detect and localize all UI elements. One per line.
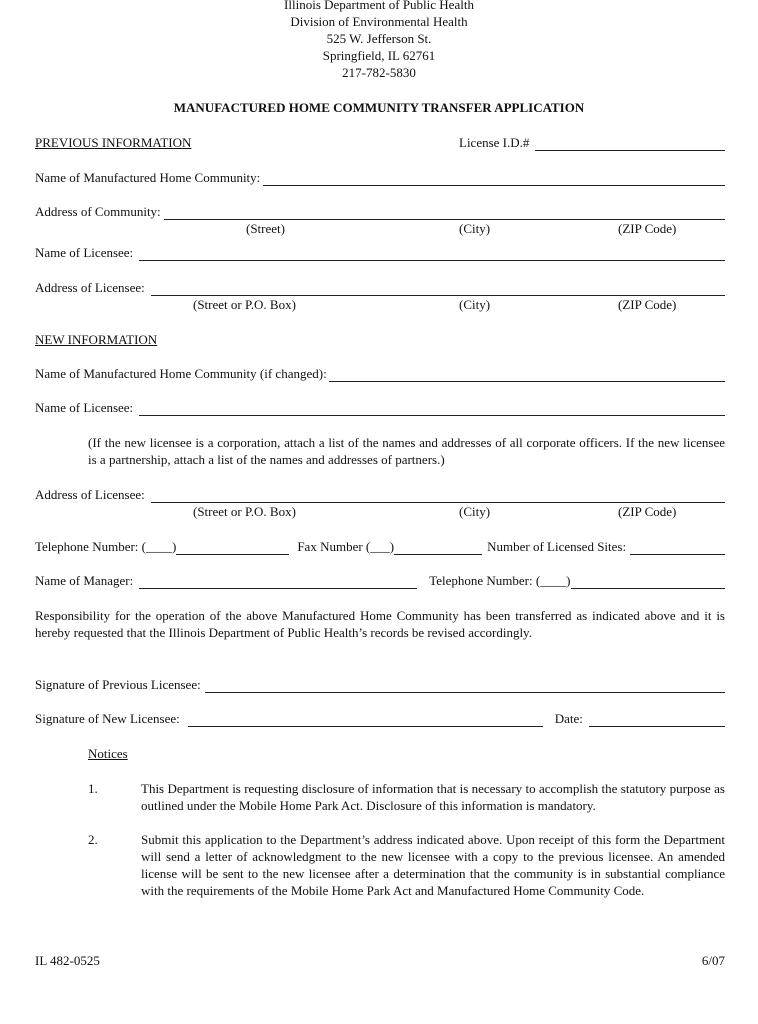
previous-licensee-name-row (35, 244, 725, 261)
telephone-fax-row (35, 538, 725, 555)
responsibility-statement: Responsibility for the operation of the above Manufactured Home Community has been transferred as indicated above and it is hereby requested that the Illinois Department of Public Health’s records be revised accordingly. (35, 608, 725, 640)
fax-field[interactable] (394, 542, 482, 555)
new-community-name-row (35, 365, 725, 382)
manager-field[interactable] (139, 576, 417, 589)
new-signature-row (35, 710, 725, 727)
new-information-heading: NEW INFORMATION (35, 332, 158, 347)
previous-licensee-address-row (35, 279, 725, 296)
form-title: MANUFACTURED HOME COMMUNITY TRANSFER APPLICATION (173, 100, 585, 115)
new-licensee-address-field[interactable] (151, 490, 725, 503)
city-state-zip: Springfield, IL 62761 (322, 48, 436, 63)
previous-community-name-field[interactable] (263, 173, 725, 186)
notice-2-number: 2. (88, 832, 98, 847)
license-id-field[interactable] (535, 138, 725, 151)
telephone-field[interactable] (176, 542, 289, 555)
new-signature-field[interactable] (188, 714, 543, 727)
new-community-name-field[interactable] (329, 369, 725, 382)
date-field[interactable] (589, 714, 725, 727)
licensed-sites-field[interactable] (630, 542, 725, 555)
new-licensee-address-row (35, 486, 725, 503)
manager-row (35, 572, 725, 589)
license-id-label: License I.D.# (459, 135, 530, 150)
telephone-label: Telephone Number: (____) (35, 539, 177, 554)
community-address-field[interactable] (164, 207, 725, 220)
previous-licensee-address-field[interactable] (151, 283, 725, 296)
new-licensee-name-row (35, 399, 725, 416)
po-box-caption: (Street or P.O. Box) (193, 297, 296, 312)
manager-label: Name of Manager: (35, 573, 134, 588)
new-city-caption: (City) (459, 504, 491, 519)
zip-caption-2: (ZIP Code) (618, 297, 677, 312)
community-address-row (35, 203, 725, 220)
previous-signature-field[interactable] (205, 680, 725, 693)
zip-caption: (ZIP Code) (618, 221, 677, 236)
division-name: Division of Environmental Health (290, 14, 468, 29)
new-community-name-label: Name of Manufactured Home Community (if changed): (35, 366, 327, 381)
fax-label: Fax Number (___) (297, 539, 395, 554)
city-caption-2: (City) (459, 297, 491, 312)
previous-licensee-name-label: Name of Licensee: (35, 245, 134, 260)
previous-licensee-name-field[interactable] (139, 248, 725, 261)
notice-1-number: 1. (88, 781, 98, 796)
license-id-row (459, 134, 725, 151)
revision-date: 6/07 (701, 953, 725, 968)
new-zip-caption: (ZIP Code) (618, 504, 677, 519)
manager-telephone-field[interactable] (571, 576, 725, 589)
corporation-note: (If the new licensee is a corporation, attach a list of the names and addresses of all corporate officers. If the new licensee is a partnership, attach a list of the names and addresses of partners.) (88, 435, 725, 467)
agency-name: Illinois Department of Public Health (284, 0, 474, 12)
previous-community-name-row (35, 169, 725, 186)
city-caption: (City) (459, 221, 491, 236)
previous-signature-label: Signature of Previous Licensee: (35, 677, 201, 692)
previous-community-name-label: Name of Manufactured Home Community: (35, 170, 261, 185)
manager-telephone-label: Telephone Number: (____) (429, 573, 571, 588)
new-licensee-name-label: Name of Licensee: (35, 400, 134, 415)
licensed-sites-label: Number of Licensed Sites: (487, 539, 627, 554)
date-label: Date: (554, 711, 583, 726)
phone-number: 217-782-5830 (342, 65, 416, 80)
previous-signature-row (35, 676, 725, 693)
new-signature-label: Signature of New Licensee: (35, 711, 180, 726)
new-licensee-name-field[interactable] (139, 403, 725, 416)
community-address-label: Address of Community: (35, 204, 161, 219)
street-caption: (Street) (246, 221, 285, 236)
notice-1-text: This Department is requesting disclosure of information that is necessary to accomplish the statutory purpose as outlined under the Mobile Home Park Act. Disclosure of this information is mandatory. (141, 781, 725, 813)
previous-information-heading: PREVIOUS INFORMATION (35, 135, 192, 150)
notices-heading: Notices (88, 746, 128, 761)
street-address: 525 W. Jefferson St. (326, 31, 432, 46)
previous-licensee-address-label: Address of Licensee: (35, 280, 145, 295)
form-number: IL 482-0525 (35, 953, 100, 968)
notice-2-text: Submit this application to the Department’s address indicated above. Upon receipt of this form the Department will send a letter of acknowledgment to the new licensee with a copy to the previous licensee. An amended license will be sent to the new licensee after a determination that the community is in substantial compliance with the requirements of the Mobile Home Park Act and Manufactured Home Community Code. (141, 832, 725, 898)
new-licensee-address-label: Address of Licensee: (35, 487, 145, 502)
new-po-box-caption: (Street or P.O. Box) (193, 504, 296, 519)
